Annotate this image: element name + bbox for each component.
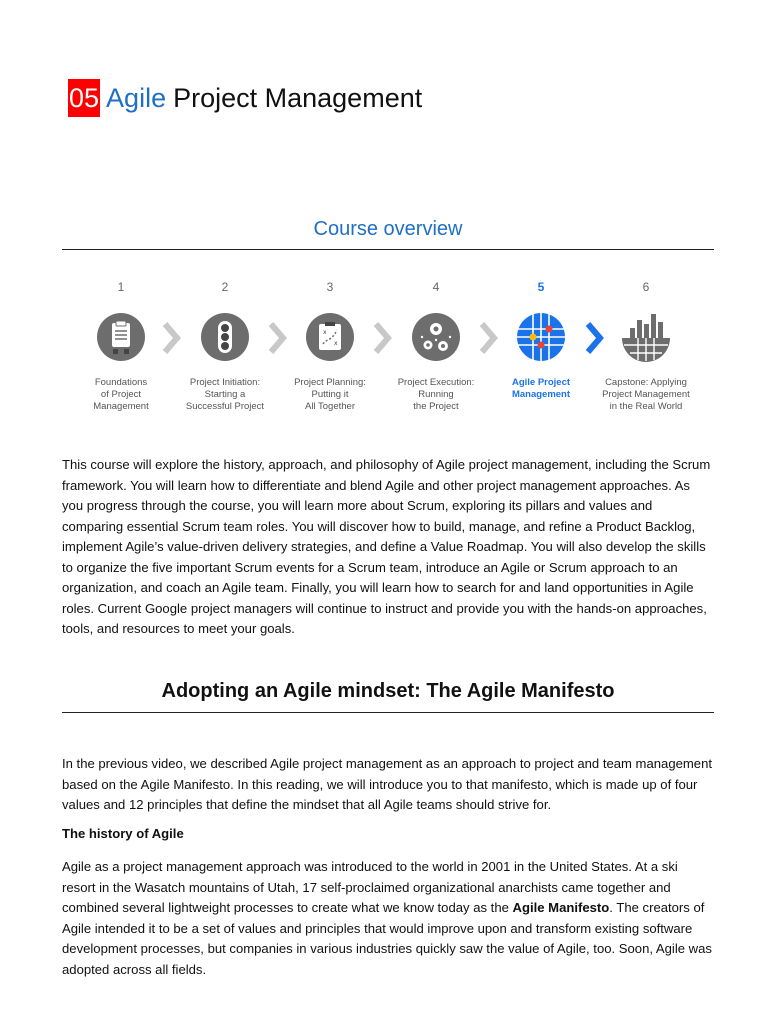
step-label: Project Planning: Putting it All Together <box>294 377 366 412</box>
step-label: Project Initiation: Starting a Successful Project <box>185 377 265 412</box>
step-label: Agile Project Management <box>511 377 571 400</box>
course-description: This course will explore the history, approach, and philosophy of Agile project management, including the Scrum framework. You will learn how to differentiate and blend Agile and other project management approaches. As you progress through the course, you will learn more about Scrum, exploring its pillars and values and comparing essential Scrum team roles. You will discover how to build, manage, and refine a Product Backlog, implement Agile’s value-driven delivery strategies, and define a Value Roadmap. You will also develop the skills to organize the five important Scrum events for a Scrum team, introduce an Agile or Scrum approach to an organization, and coach an Agile team. Finally, you will learn how to search for and land opportunities in Agile roles. Current Google project managers will continue to instruct and provide you with the hands-on approaches, tools, and resources to meet your goals. <box>62 457 711 636</box>
history-text: Agile as a project management approach was introduced to the world in 2001 in the United States. At a ski resort in the Wasatch mountains of Utah, 17 self-proclaimed organizational anarchists came together and combined several lightweight processes to create what we know today as the <box>62 859 678 915</box>
agile-manifesto-bold: Agile Manifesto <box>512 900 610 915</box>
title-rest: Project Management <box>173 82 423 113</box>
plan-board-icon <box>305 312 355 362</box>
step-label: Project Execution: Running the Project <box>397 377 475 412</box>
document-title <box>68 78 422 118</box>
step-number: 4 <box>432 280 440 294</box>
step-number: 3 <box>326 280 334 294</box>
traffic-light-icon <box>200 312 250 362</box>
divider <box>62 249 714 250</box>
history-heading: The history of Agile <box>62 826 184 841</box>
course-steps <box>0 280 768 420</box>
course-step-6 <box>591 280 701 413</box>
course-overview-heading: Course overview <box>313 218 463 240</box>
step-label: Capstone: Applying Project Management in the Real World <box>602 377 690 412</box>
course-step-3 <box>275 280 385 413</box>
history-paragraph <box>62 857 714 980</box>
history-text: . The creators of Agile intended it to be a set of values and principles that would improve upon and transform existing software development processes, but companies in various industries quickly saw the value of Agile, too. Soon, Agile was adopted across all fields. <box>62 900 712 977</box>
svg-text:x: x <box>334 340 338 347</box>
section-number-badge: 05 <box>68 79 100 117</box>
course-step-4 <box>381 280 491 413</box>
step-number: 1 <box>117 280 125 294</box>
gears-icon <box>411 312 461 362</box>
manifesto-heading: Adopting an Agile mindset: The Agile Manifesto <box>161 680 615 702</box>
divider <box>62 712 714 713</box>
course-step-5 <box>486 280 596 401</box>
step-number: 2 <box>221 280 229 294</box>
step-number: 6 <box>642 280 650 294</box>
manifesto-paragraph: In the previous video, we described Agile project management as an approach to project and team management based on the Agile Manifesto. In this reading, we will introduce you to that manifesto, which is made up of four values and 12 principles that define the mindset that all Agile teams should strive for. <box>62 756 712 812</box>
clipboard-icon <box>96 312 146 362</box>
step-number: 5 <box>537 280 545 294</box>
course-step-2 <box>170 280 280 413</box>
bar-globe-icon <box>621 312 671 362</box>
step-label: Foundations of Project Management <box>93 377 149 412</box>
globe-network-icon <box>516 312 566 362</box>
svg-text:x: x <box>323 329 327 336</box>
title-agile-word: Agile <box>106 82 167 113</box>
